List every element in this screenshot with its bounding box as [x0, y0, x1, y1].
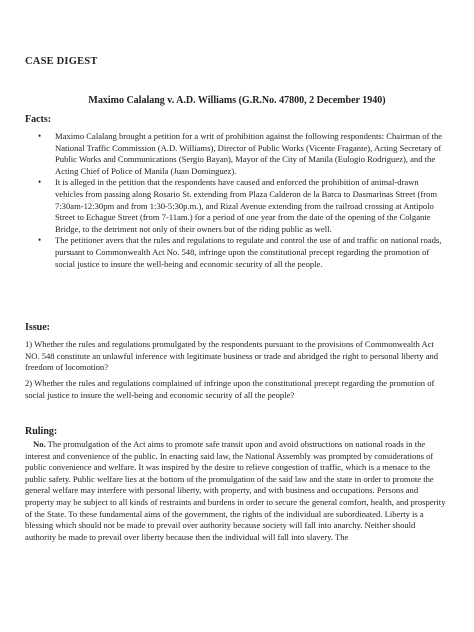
- list-item: [25, 131, 443, 177]
- list-item: [25, 177, 443, 235]
- fact-text: The petitioner avers that the rules and regulations to regulate and control the use of and traffic on national roads, pursuant to Commonwealth Act No. 548, infringe upon the constitutional precept regarding the promotion of social justice to insure the well-being and economic security of all the people.: [55, 235, 442, 269]
- ruling-body: The promulgation of the Act aims to promote safe transit upon and avoid obstructions on national roads in the interest and convenience of the public. In enacting said law, the National Assembly was prompted by considerations of public convenience and welfare. It was inspired by the desire to relieve congestion of traffic, which is a menace to the public safety. Public welfare lies at the bottom of the promulgation of the said law and the state in order to promote the general welfare may interfere with personal liberty, with property, and with business and occupations. Persons and property may be subject to all kinds of restraints and burdens in order to secure the general comfort, health, and prosperity of the State. To these fundamental aims of the government, the rights of the individual are subordinated. Liberty is a blessing which should not be made to prevail over authority because society will fall into anarchy. Neither should authority be made to prevail over liberty because then the individual will fall into slavery. The: [25, 439, 446, 542]
- bullet-icon: •: [38, 235, 42, 246]
- document-heading: CASE DIGEST: [25, 56, 98, 67]
- list-item: [25, 235, 443, 270]
- ruling-lead: No.: [33, 439, 46, 449]
- bullet-icon: •: [38, 177, 42, 188]
- facts-list: [25, 131, 443, 270]
- ruling-paragraph: [25, 439, 447, 543]
- fact-text: Maximo Calalang brought a petition for a writ of prohibition against the following respondents: Chairman of the National Traffic Commission (A.D. Williams), Director of Public Works (Vicente Fragante), Acting Secretary of Public Works and Communications (Sergio Bayan), Mayor of the City of Manila (Eulogio Rodriguez), and the Acting Chief of Police of Manila (Juan Dominguez).: [55, 131, 443, 176]
- fact-text: It is alleged in the petition that the respondents have caused and enforced the prohibition of animal-drawn vehicles from passing along Rosario St. extending from Plaza Calderon de la Barca to Dasmarinas Street (from 7:30am-12:30pm and from 1:30-5:30p.m.), and Rizal Avenue extending from the railroad crossing at Antipolo Street to Echague Street (from 7-11am.) for a period of one year from the date of the opening of the Colgante Bridge, to the detriment not only of their owners but of the riding public as well.: [55, 177, 438, 234]
- issue-label: Issue:: [25, 322, 51, 333]
- facts-label: Facts:: [25, 114, 52, 125]
- bullet-icon: •: [38, 131, 42, 141]
- case-title: Maximo Calalang v. A.D. Williams (G.R.No. 47800, 2 December 1940): [88, 95, 386, 106]
- ruling-label: Ruling:: [25, 426, 58, 437]
- issue-paragraph: 2) Whether the rules and regulations complained of infringe upon the constitutional precept regarding the promotion of social justice to insure the well-being and economic security of all the people?: [25, 378, 435, 400]
- issue-paragraph: 1) Whether the rules and regulations promulgated by the respondents pursuant to the provisions of Commonwealth Act NO. 548 constitute an unlawful inference with legitimate business or trade and abridged the right to personal liberty and freedom of locomotion?: [25, 339, 439, 373]
